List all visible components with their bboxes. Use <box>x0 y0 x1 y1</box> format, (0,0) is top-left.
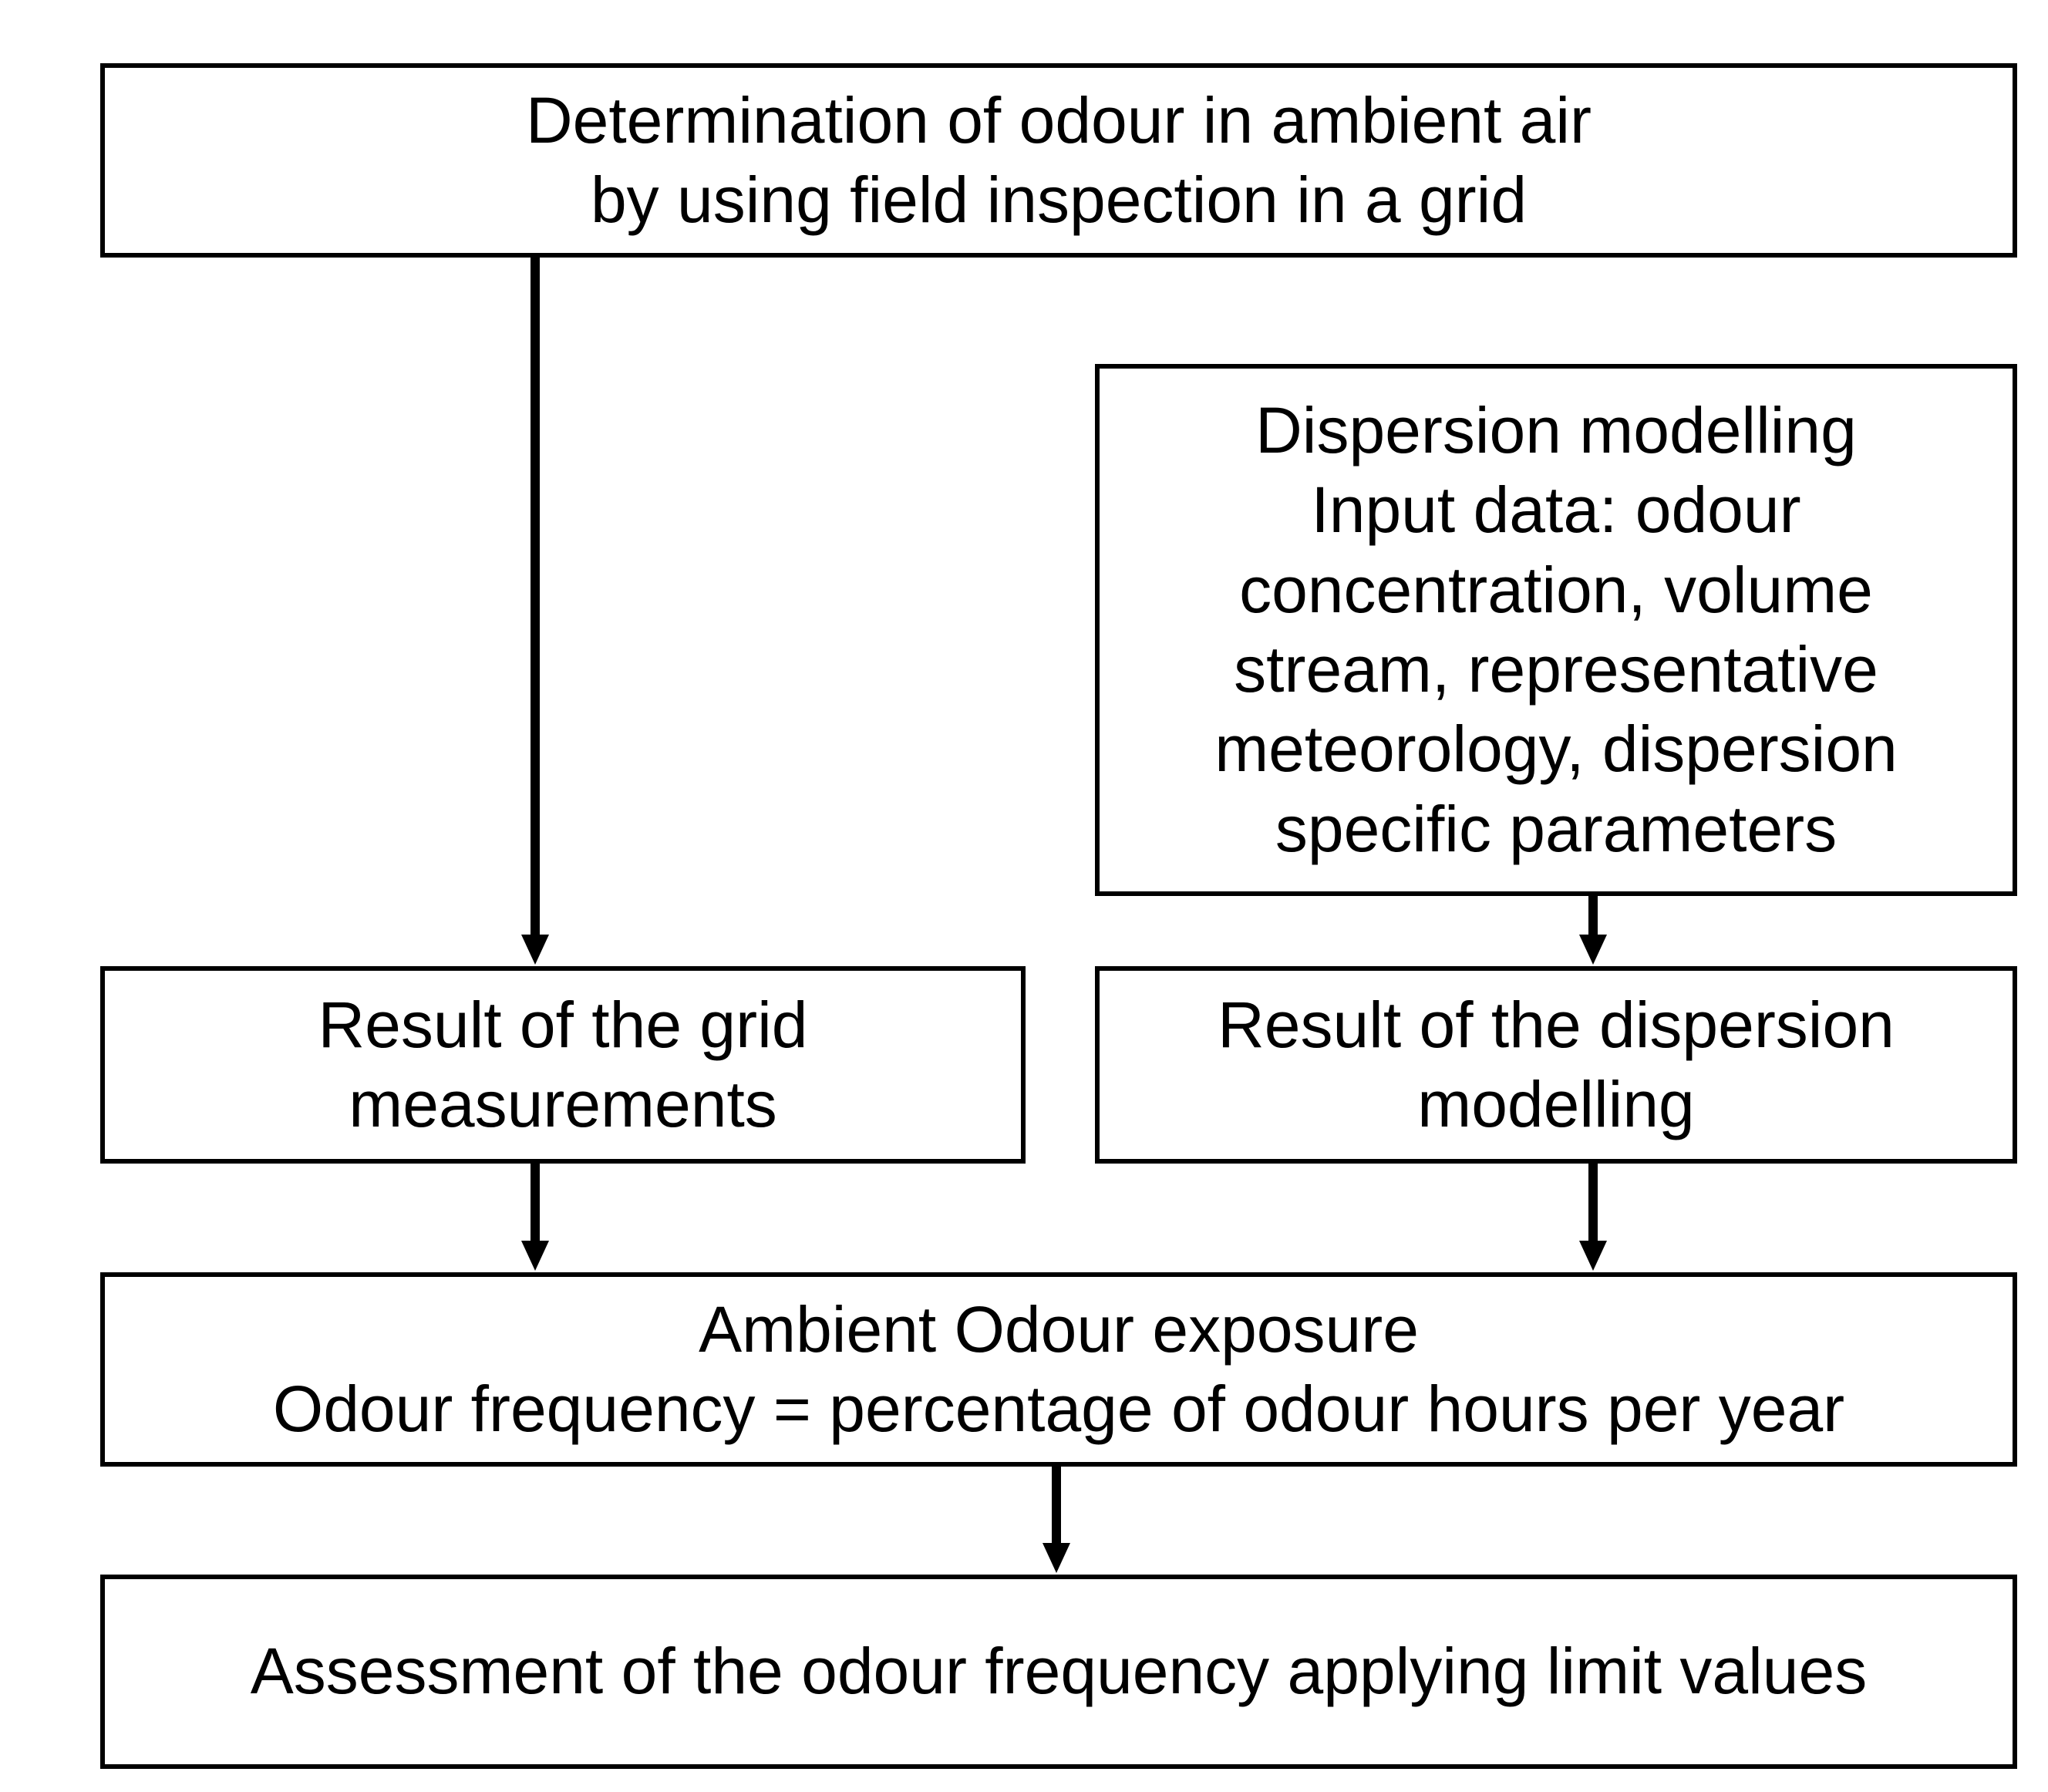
dispersion-modelling-line-4: stream, representative <box>1234 633 1878 706</box>
dispersion-result-line-2: modelling <box>1417 1068 1695 1140</box>
arrow-field-to-grid-result <box>521 258 549 965</box>
dispersion-modelling-line-2: Input data: odour <box>1311 473 1801 547</box>
arrow-exposure-to-assessment <box>1043 1467 1070 1573</box>
field-inspection-line-2: by using field inspection in a grid <box>590 163 1528 236</box>
dispersion-modelling-line-6: specific parameters <box>1275 792 1837 865</box>
assessment-line-1: Assessment of the odour frequency applying limit values <box>250 1635 1868 1708</box>
field-inspection-line-1: Determination of odour in ambient air <box>525 83 1592 157</box>
odour-exposure-line-2: Odour frequency = percentage of odour hours per year <box>272 1373 1845 1445</box>
odour-exposure-line-1: Ambient Odour exposure <box>699 1292 1419 1366</box>
grid-result-line-1: Result of the grid <box>318 988 808 1061</box>
dispersion-modelling-line-5: meteorology, dispersion <box>1214 712 1898 786</box>
grid-result-line-2: measurements <box>349 1068 777 1140</box>
dispersion-result-line-1: Result of the dispersion <box>1218 988 1895 1061</box>
arrow-dispersion-result-to-exposure <box>1579 1164 1607 1271</box>
dispersion-modelling-line-1: Dispersion modelling <box>1255 394 1857 467</box>
dispersion-modelling-line-3: concentration, volume <box>1239 553 1873 626</box>
arrow-modelling-to-dispersion-result <box>1579 896 1607 965</box>
arrow-grid-result-to-exposure <box>521 1164 549 1271</box>
